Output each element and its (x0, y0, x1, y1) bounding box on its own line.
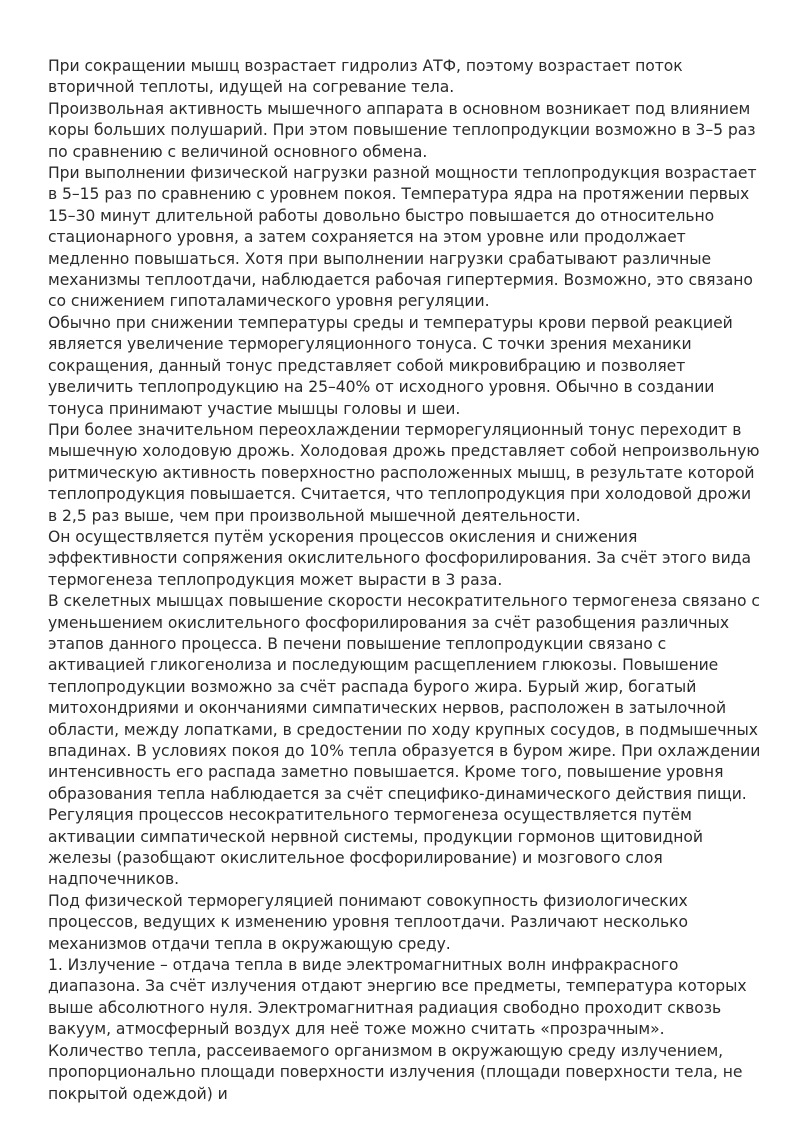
paragraph-thermoregulatory-tone: Обычно при снижении температуры среды и температуры крови первой реакцией является увеличение терморегуляционного тонуса. С точки зрения механики сокращения, данный тонус представляет собой микровибрацию и позволяет увеличить теплопродукцию на 25–40% от исходного уровня. Обычно в создании тонуса принимают участие мышцы головы и шеи. (48, 313, 733, 418)
paragraph-voluntary-activity: Произвольная активность мышечного аппарата в основном возникает под влиянием коры больших полушарий. При этом повышение теплопродукции возможно в 3–5 раз по сравнению с величиной основного обмена. (48, 99, 756, 161)
paragraph-atp-hydrolysis: При сокращении мышц возрастает гидролиз АТФ, поэтому возрастает поток вторичной теплоты, идущей на согревание тела. (48, 57, 683, 97)
paragraph-non-shivering-thermogenesis: В скелетных мышцах повышение скорости несократительного термогенеза связано с уменьшением окислительного фосфорилирования за счёт разобщения различных этапов данного процесса. В печени повышение теплопродукции связано с активацией гликогенолиза и последующим расщеплением глюкозы. Повышение теплопродукции возможно за счёт распада бурого жира. Бурый жир, богатый митохондриями и окончаниями симпатических нервов, расположен в затылочной области, между лопатками, в средостении по ходу крупных сосудов, в подмышечных впадинах. В условиях покоя до 10% тепла образуется в буром жире. При охлаждении интенсивность его распада заметно повышается. Кроме того, повышение уровня образования тепла наблюдается за счёт специфико-динамического действия пищи. (48, 592, 761, 803)
paragraph-physical-load: При выполнении физической нагрузки разной мощности теплопродукция возрастает в 5–15 раз по сравнению с уровнем покоя. Температура ядра на протяжении первых 15–30 минут длительной работы довольно быстро повышается до относительно стационарного уровня, а затем сохраняется на этом уровне или продолжает медленно повышаться. Хотя при выполнении нагрузки срабатывают различные механизмы теплоотдачи, наблюдается рабочая гипертермия. Возможно, это связано со снижением гипоталамического уровня регуляции. (48, 164, 757, 311)
paragraph-physical-thermoregulation: Под физической терморегуляцией понимают совокупность физиологических процессов, ведущих к изменению уровня теплоотдачи. Различают несколько механизмов отдачи тепла в окружающую среду. (48, 891, 689, 953)
document-body (48, 56, 764, 1105)
paragraph-radiation: 1. Излучение – отдача тепла в виде электромагнитных волн инфракрасного диапазона. За счёт излучения отдают энергию все предметы, температура которых выше абсолютного нуля. Электромагнитная радиация свободно проходит сквозь вакуум, атмосферный воздух для неё тоже можно считать «прозрачным». Количество тепла, рассеиваемого организмом в окружающую среду излучением, пропорционально площади поверхности излучения (площади поверхности тела, не покрытой одеждой) и (48, 956, 747, 1103)
paragraph-regulation: Регуляция процессов несократительного термогенеза осуществляется путём активации симпатической нервной системы, продукции гормонов щитовидной железы (разобщают окислительное фосфорилирование) и мозгового слоя надпочечников. (48, 806, 703, 889)
paragraph-oxidation: Он осуществляется путём ускорения процессов окисления и снижения эффективности сопряжения окислительного фосфорилирования. За счёт этого вида термогенеза теплопродукция может вырасти в 3 раза. (48, 527, 751, 589)
paragraph-cold-shivering: При более значительном переохлаждении терморегуляционный тонус переходит в мышечную холодовую дрожь. Холодовая дрожь представляет собой непроизвольную ритмическую активность поверхностно расположенных мышц, в результате которой теплопродукция повышается. Считается, что теплопродукция при холодовой дрожи в 2,5 раз выше, чем при произвольной мышечной деятельности. (48, 420, 760, 525)
